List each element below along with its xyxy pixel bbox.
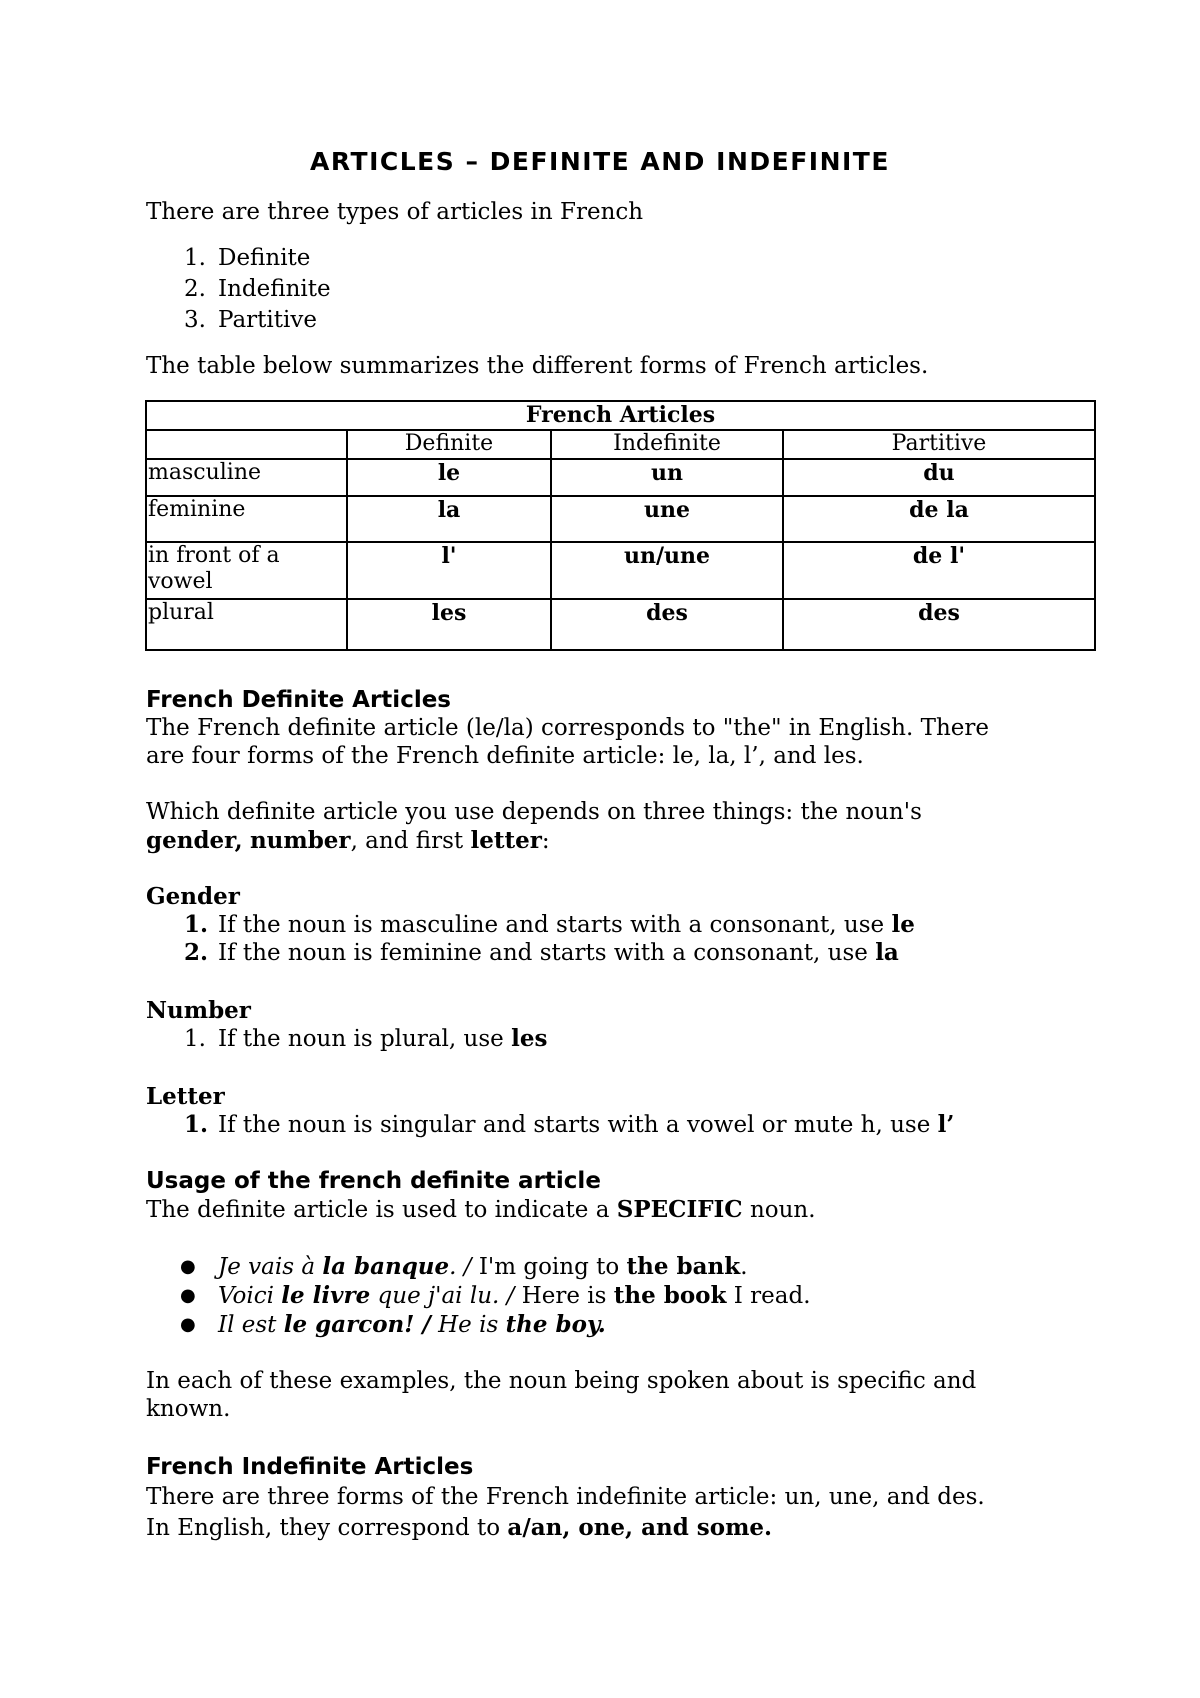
english-bold: the boy. [505, 1311, 606, 1338]
english-text: . [740, 1254, 748, 1280]
table-cell: l' [347, 542, 551, 599]
usage-closing-line: known. [146, 1396, 231, 1422]
french-text: Voici [218, 1283, 274, 1309]
table-cell: des [551, 599, 783, 650]
plain-text: noun. [749, 1197, 816, 1223]
bullet-icon: ● [180, 1256, 196, 1277]
number-heading: Number [146, 997, 251, 1024]
list-number: 3. [184, 307, 206, 333]
french-text: Je vais à [218, 1254, 316, 1280]
list-item-bold: l’ [937, 1111, 955, 1138]
table-cell: de la [783, 496, 1095, 542]
list-number: 1. [184, 245, 206, 271]
table-cell: du [783, 459, 1095, 496]
english-text: I'm going to [478, 1254, 620, 1280]
table-caption: French Articles [146, 401, 1095, 430]
table-header-row [146, 430, 1095, 459]
example-item [218, 1311, 606, 1339]
table-cell: des [783, 599, 1095, 650]
bullet-icon: ● [180, 1285, 196, 1306]
table-cell: une [551, 496, 783, 542]
table-row [146, 542, 1095, 599]
english-text: I read. [733, 1283, 811, 1309]
bold-term: a/an, one, and some. [507, 1514, 773, 1541]
table-cell: un [551, 459, 783, 496]
plain-text: : [541, 828, 550, 854]
french-text: Il est [218, 1312, 277, 1338]
indefinite-text: There are three forms of the French indefinite article: un, une, and des. [146, 1484, 985, 1510]
list-item [218, 939, 899, 967]
list-item-text: If the noun is feminine and starts with a consonant, use [218, 940, 868, 966]
table-intro-text: The table below summarizes the different forms of French articles. [146, 353, 929, 379]
table-row [146, 459, 1095, 496]
usage-closing-line: In each of these examples, the noun being spoken about is specific and [146, 1368, 977, 1394]
english-text: Here is [521, 1283, 607, 1309]
list-item: Indefinite [218, 276, 331, 302]
bold-term: gender [146, 827, 235, 854]
list-item [218, 1025, 547, 1053]
plain-text: The definite article is used to indicate a [146, 1197, 610, 1223]
table-row-label: in front of a vowel [146, 542, 347, 599]
table-header-cell [146, 430, 347, 459]
definite-paragraph-line: are four forms of the French definite article: le, la, l’, and les. [146, 743, 864, 769]
table-cell: le [347, 459, 551, 496]
table-cell: la [347, 496, 551, 542]
definite-rule-line [146, 827, 550, 855]
bold-term: SPECIFIC [616, 1196, 743, 1223]
table-row [146, 496, 1095, 542]
french-text: He is [438, 1312, 499, 1338]
table-cell: de l' [783, 542, 1095, 599]
list-item-bold: la [875, 939, 899, 966]
example-item [218, 1282, 811, 1310]
list-number: 2. [184, 276, 206, 302]
list-item: Definite [218, 245, 311, 271]
articles-table [145, 400, 1096, 651]
plain-text: In English, they correspond to [146, 1515, 501, 1541]
list-item-bold: les [511, 1025, 548, 1052]
indefinite-text [146, 1514, 772, 1542]
table-row-label: feminine [146, 496, 347, 542]
list-item-bold: le [891, 911, 915, 938]
list-item-text: If the noun is plural, use [218, 1026, 504, 1052]
bold-comma: , [234, 827, 243, 854]
page-title: ARTICLES – DEFINITE AND INDEFINITE [310, 147, 890, 176]
list-item [218, 911, 915, 939]
example-item [218, 1253, 748, 1281]
table-row-label: masculine [146, 459, 347, 496]
table-header-cell: Partitive [783, 430, 1095, 459]
table-row [146, 599, 1095, 650]
section-heading-definite: French Definite Articles [146, 687, 451, 713]
list-number: 2. [184, 939, 209, 966]
table-row-label: plural [146, 599, 347, 650]
french-bold: la banque [322, 1253, 450, 1280]
usage-text [146, 1196, 816, 1224]
list-item-text: If the noun is masculine and starts with a consonant, use [218, 912, 885, 938]
table-cell: un/une [551, 542, 783, 599]
list-number: 1. [184, 1026, 206, 1052]
gender-heading: Gender [146, 883, 240, 910]
table-header-cell: Definite [347, 430, 551, 459]
bold-term: number [249, 827, 351, 854]
english-bold: the bank [626, 1253, 741, 1280]
section-heading-usage: Usage of the french definite article [146, 1168, 601, 1194]
french-bold: le garcon! / [283, 1311, 431, 1338]
french-bold: le livre [281, 1282, 371, 1309]
list-number: 1. [184, 1111, 209, 1138]
letter-heading: Letter [146, 1083, 225, 1110]
list-number: 1. [184, 911, 209, 938]
section-heading-indefinite: French Indefinite Articles [146, 1454, 474, 1480]
french-text: . / [449, 1254, 472, 1280]
bold-term: letter [470, 827, 542, 854]
english-bold: the book [613, 1282, 727, 1309]
definite-paragraph-line: The French definite article (le/la) corresponds to "the" in English. There [146, 715, 989, 741]
list-item [218, 1111, 954, 1139]
bullet-icon: ● [180, 1314, 196, 1335]
french-text: que j'ai lu. / [377, 1283, 515, 1309]
intro-text: There are three types of articles in French [146, 199, 644, 225]
list-item: Partitive [218, 307, 317, 333]
plain-text: , and first [350, 828, 464, 854]
definite-rule-line: Which definite article you use depends on three things: the noun's [146, 799, 922, 825]
table-cell: les [347, 599, 551, 650]
list-item-text: If the noun is singular and starts with a vowel or mute h, use [218, 1112, 931, 1138]
table-header-cell: Indefinite [551, 430, 783, 459]
